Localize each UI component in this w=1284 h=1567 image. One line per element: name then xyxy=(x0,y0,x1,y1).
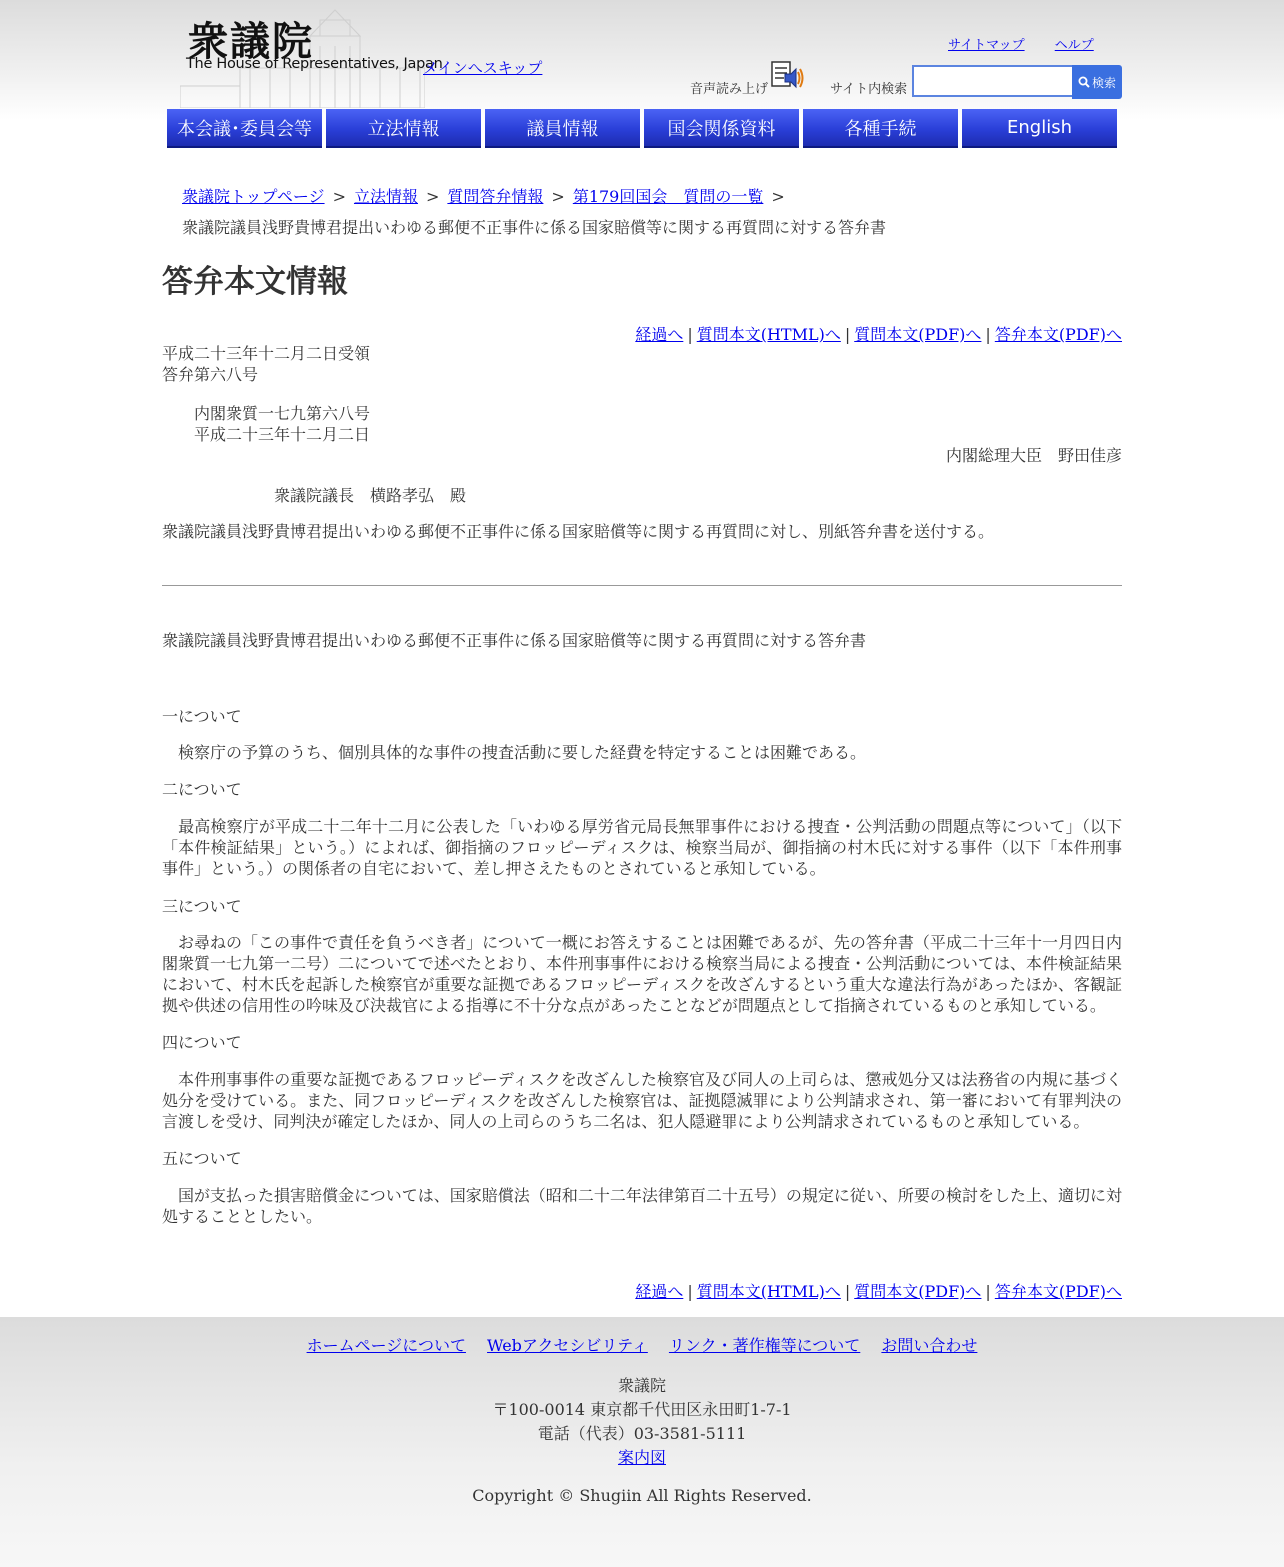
help-link[interactable]: ヘルプ xyxy=(1054,38,1094,53)
link-divider: | xyxy=(687,325,693,344)
answer-number: 答弁第六八号 xyxy=(162,365,259,384)
tab-diet-materials[interactable]: 国会関係資料 xyxy=(644,109,799,148)
link-divider: | xyxy=(985,1282,991,1301)
answer-pdf-link[interactable]: 答弁本文(PDF)へ xyxy=(994,1282,1122,1301)
letter-date: 平成二十三年十二月二日 xyxy=(194,425,371,444)
search-button-label: 検索 xyxy=(1091,75,1116,90)
footer-phone: 電話（代表）03-3581-5111 xyxy=(537,1424,747,1443)
footer-links xyxy=(0,1333,1284,1356)
logo-kanji: 衆議院 xyxy=(188,18,314,65)
question-pdf-link[interactable]: 質問本文(PDF)へ xyxy=(854,325,982,344)
breadcrumb-qa[interactable]: 質問答弁情報 xyxy=(447,187,544,206)
doc-links-top xyxy=(635,322,1122,345)
answer-pdf-link[interactable]: 答弁本文(PDF)へ xyxy=(994,325,1122,344)
footer-accessibility-link[interactable]: Webアクセシビリティ xyxy=(487,1336,648,1355)
section-heading: 一について xyxy=(162,707,242,726)
footer-contact-link[interactable]: お問い合わせ xyxy=(881,1336,978,1355)
breadcrumb xyxy=(182,184,793,207)
link-divider: | xyxy=(985,325,991,344)
breadcrumb-top[interactable]: 衆議院トップページ xyxy=(182,187,325,206)
section-heading: 五について xyxy=(162,1149,242,1168)
sitemap-link[interactable]: サイトマップ xyxy=(948,38,1025,53)
site-logo[interactable] xyxy=(180,6,443,108)
progress-link[interactable]: 経過へ xyxy=(635,325,684,344)
tab-legislation[interactable]: 立法情報 xyxy=(326,109,481,148)
main-nav xyxy=(167,109,1122,148)
letter-body: 衆議院議員浅野貴博君提出いわゆる郵便不正事件に係る国家賠償等に関する再質問に対し、別紙答弁書を送付する。 xyxy=(162,522,995,541)
addressee: 衆議院議長 横路孝弘 殿 xyxy=(274,486,467,505)
cabinet-number: 内閣衆質一七九第六八号 xyxy=(194,404,371,423)
tab-english[interactable]: English xyxy=(962,109,1117,148)
skip-to-main-link[interactable]: メインへスキップ xyxy=(423,59,543,77)
question-html-link[interactable]: 質問本文(HTML)へ xyxy=(696,325,841,344)
tab-procedures[interactable]: 各種手続 xyxy=(803,109,958,148)
breadcrumb-current: 衆議院議員浅野貴博君提出いわゆる郵便不正事件に係る国家賠償等に関する再質問に対する答弁書 xyxy=(182,218,887,237)
section-heading: 四について xyxy=(162,1033,242,1052)
breadcrumb-legislation[interactable]: 立法情報 xyxy=(353,187,418,206)
breadcrumb-separator: > xyxy=(332,187,346,206)
breadcrumb-separator: > xyxy=(425,187,440,206)
question-html-link[interactable]: 質問本文(HTML)へ xyxy=(696,1282,841,1301)
copyright: Copyright © Shugiin All Rights Reserved. xyxy=(472,1486,812,1505)
footer-address-block xyxy=(0,1374,1284,1470)
doc-links-bottom xyxy=(635,1279,1122,1302)
utility-links xyxy=(948,34,1120,53)
breadcrumb-separator: > xyxy=(551,187,565,206)
section-text: お尋ねの「この事件で責任を負うべき者」について一概にお答えすることは困難であるが、先の答弁書（平成二十三年十一月四日内閣衆質一七九第一二号）二についてで述べたとおり、本件刑事事件における検察当局による捜査・公判活動については、本件検証結果において、村木氏を起訴した検察官が重要な証拠であるフロッピーディスクを改ざんするという重大な違法行為があったほか、客観証拠や供述の信用性の吟味及び決裁官による指導に不十分な点があったことなどが問題点として指摘されているものと承知している。 xyxy=(162,933,1122,1015)
section-text: 国が支払った損害賠償金については、国家賠償法（昭和二十二年法律第百二十五号）の規定に従い、所要の検討をした上、適切に対処することとしたい。 xyxy=(162,1186,1122,1226)
search-button[interactable] xyxy=(1072,65,1122,99)
search-label: サイト内検索 xyxy=(830,82,908,97)
footer-org: 衆議院 xyxy=(617,1376,666,1395)
footer-map-link[interactable]: 案内図 xyxy=(617,1448,666,1467)
tab-plenary-committees[interactable]: 本会議･委員会等 xyxy=(167,109,322,148)
question-pdf-link[interactable]: 質問本文(PDF)へ xyxy=(854,1282,982,1301)
tab-members[interactable]: 議員情報 xyxy=(485,109,640,148)
search-input[interactable] xyxy=(912,65,1078,97)
footer-copyright-link[interactable]: リンク・著作権等について xyxy=(668,1336,861,1355)
progress-link[interactable]: 経過へ xyxy=(635,1282,684,1301)
section-text: 検察庁の予算のうち、個別具体的な事件の捜査活動に要した経費を特定することは困難である。 xyxy=(162,743,867,762)
section-heading: 二について xyxy=(162,780,242,799)
section-text: 最高検察庁が平成二十二年十二月に公表した「いわゆる厚労省元局長無罪事件における捜査・公判活動の問題点等について」（以下「本件検証結果」という。）によれば、御指摘のフロッピーディスクは、検察当局が、御指摘の村木氏に対する事件（以下「本件刑事事件」という。）の関係者の自宅において、差し押さえたものとされていると承知している。 xyxy=(162,817,1122,878)
site-footer xyxy=(0,1317,1284,1567)
speaker-document-icon[interactable] xyxy=(770,60,804,92)
search-icon xyxy=(1078,76,1090,88)
link-divider: | xyxy=(844,1282,851,1301)
voice-reader-label: 音声読み上げ xyxy=(690,82,769,97)
received-date: 平成二十三年十二月二日受領 xyxy=(162,344,371,363)
link-divider: | xyxy=(687,1282,693,1301)
site-header xyxy=(0,0,1284,150)
footer-address: 〒100-0014 東京都千代田区永田町1-7-1 xyxy=(492,1400,792,1419)
page-title: 答弁本文情報 xyxy=(162,264,348,300)
link-divider: | xyxy=(844,325,851,344)
answer-title: 衆議院議員浅野貴博君提出いわゆる郵便不正事件に係る国家賠償等に関する再質問に対する答弁書 xyxy=(162,631,867,650)
logo-english: The House of Representatives, Japan xyxy=(186,56,443,72)
footer-about-link[interactable]: ホームページについて xyxy=(306,1336,466,1355)
breadcrumb-question-list[interactable]: 第179回国会 質問の一覧 xyxy=(572,187,764,206)
sender: 内閣総理大臣 野田佳彦 xyxy=(945,446,1122,465)
section-heading: 三について xyxy=(162,897,242,916)
divider xyxy=(162,585,1122,586)
breadcrumb-separator: > xyxy=(771,187,785,206)
section-text: 本件刑事事件の重要な証拠であるフロッピーディスクを改ざんした検察官及び同人の上司らは、懲戒処分又は法務省の内規に基づく処分を受けている。また、同フロッピーディスクを改ざんした検察官は、証拠隠滅罪により公判請求され、第一審において有罪判決の言渡しを受け、同判決が確定したほか、同人の上司らのうち二名は、犯人隠避罪により公判請求されているものと承知している。 xyxy=(162,1070,1122,1131)
